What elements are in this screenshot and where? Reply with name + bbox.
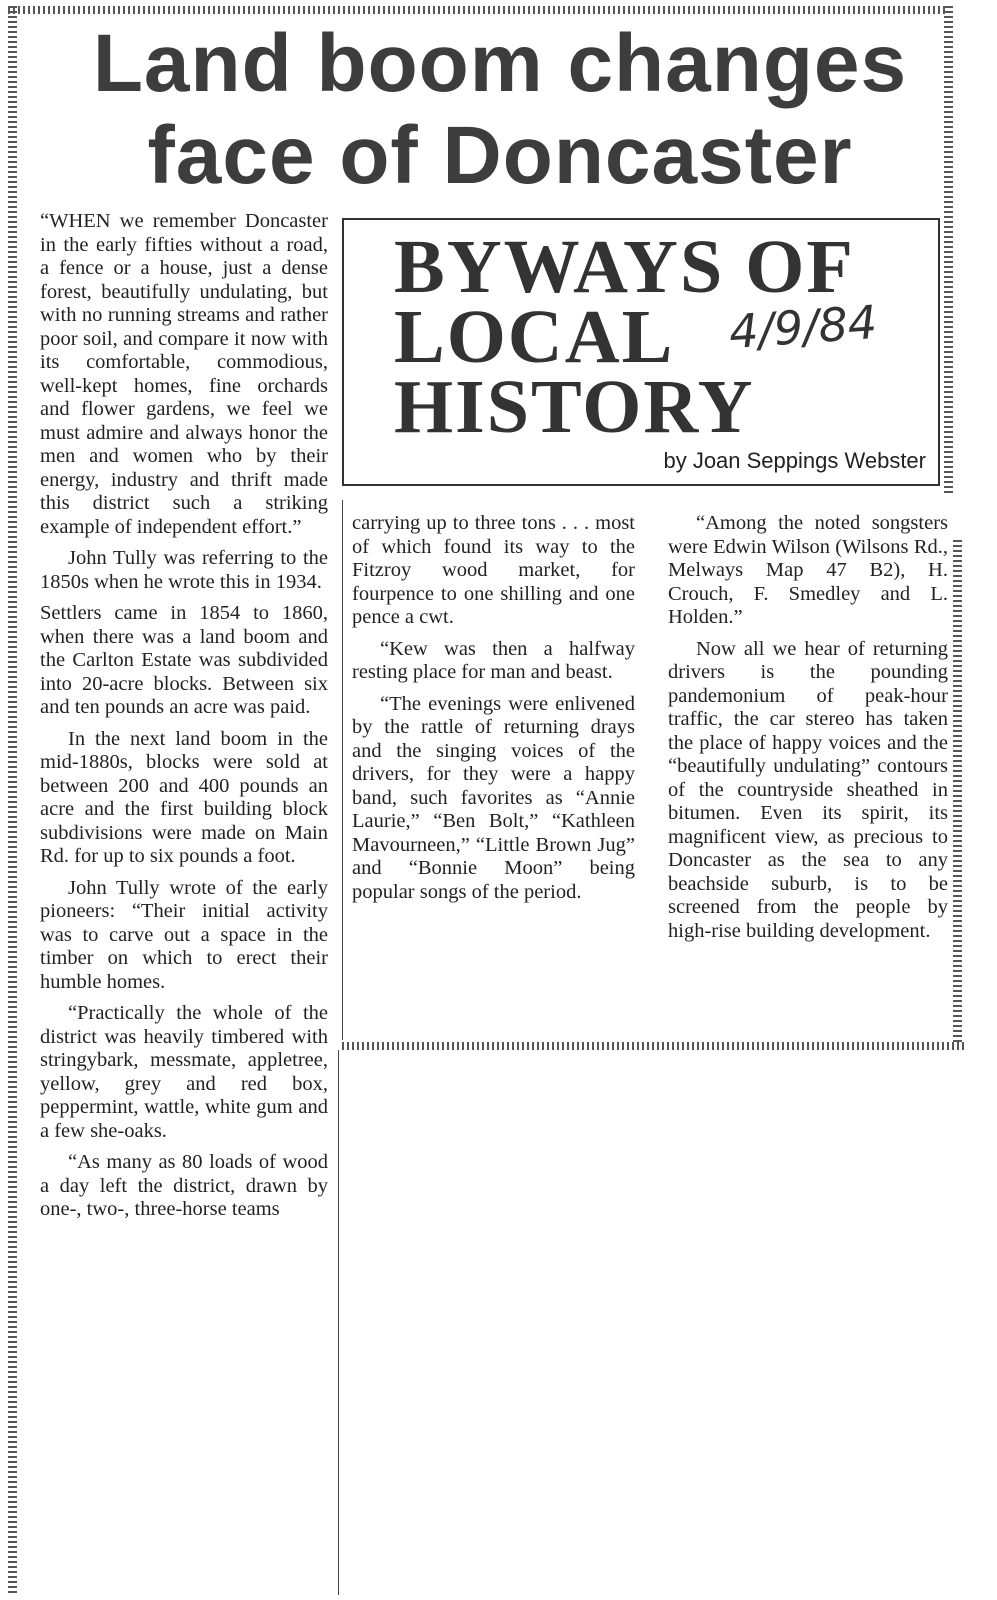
right-border-lower: [953, 540, 962, 1045]
paragraph: “The evenings were enlivened by the rattle of returning drays and the singing voices of the drivers, for they were a happy band, such favorites as “Annie Laurie,” “Ben Bolt,” “Kathleen Mavourneen,” “Little Brown Jug” and “Bonnie Moon” being popular songs of the period.: [352, 692, 635, 903]
paragraph: Settlers came in 1854 to 1860, when there was a land boom and the Carlton Estate was subdivided into 20-acre blocks. Between six and ten pounds an acre was paid.: [40, 602, 328, 718]
handwritten-date: 4/9/84: [727, 294, 879, 360]
column-title-line-3: HISTORY: [394, 365, 755, 449]
paragraph: “Practically the whole of the district was heavily timbered with stringybark, messmate, appletree, yellow, grey and red box, peppermint, wattle, white gum and a few she-oaks.: [40, 1002, 328, 1142]
paragraph: “Among the noted songsters were Edwin Wilson (Wilsons Rd., Melways Map 47 B2), H. Crouch, F. Smedley and L. Holden.”: [668, 512, 948, 628]
clipping-edge: [338, 1050, 339, 1595]
column-divider-1: [342, 500, 343, 1040]
paragraph: In the next land boom in the mid-1880s, blocks were sold at between 200 and 400 pounds an acre and the first building block subdivisions were made on Main Rd. for up to six pounds a foot.: [40, 727, 328, 867]
byline: by Joan Seppings Webster: [663, 448, 926, 473]
paragraph: John Tully wrote of the early pioneers: “Their initial activity was to carve out a space in the timber on which to erect their humble homes.: [40, 876, 328, 993]
bottom-border-right: [342, 1042, 967, 1050]
article-column-2: [352, 512, 635, 912]
headline-line-2: face of Doncaster: [147, 110, 853, 201]
paragraph: “As many as 80 loads of wood a day left the district, drawn by one-, two-, three-horse teams: [40, 1151, 328, 1220]
column-title-line-2: LOCAL: [394, 295, 675, 379]
column-banner: [342, 218, 940, 486]
paragraph: “WHEN we remember Doncaster in the early fifties without a road, a fence or a house, just a dense forest, beautifully undulating, but with no running streams and rather poor soil, and compare it now with its comfortable, commodious, well-kept homes, fine orchards and flower gardens, we feel we must admire and always honor the men and women who by their energy, industry and thrift made this district such a striking example of independent effort.”: [40, 210, 328, 538]
paragraph: carrying up to three tons . . . most of which found its way to the Fitzroy wood market, for fourpence to one shilling and one pence a cwt.: [352, 512, 635, 628]
top-border: [8, 6, 948, 14]
article-column-3: [668, 512, 948, 951]
column-title-line-1: BYWAYS OF: [394, 225, 855, 309]
article-column-1: [40, 210, 328, 1230]
headline: [40, 18, 960, 202]
left-border: [8, 6, 17, 1596]
paragraph: “Kew was then a halfway resting place for man and beast.: [352, 637, 635, 683]
headline-line-1: Land boom changes: [92, 18, 908, 109]
paragraph: John Tully was referring to the 1850s when he wrote this in 1934.: [40, 547, 328, 593]
paragraph: Now all we hear of returning drivers is the pounding pandemonium of peak-hour traffic, the car stereo has taken the place of happy voices and the “beautifully undulating” contours of the countryside sheathed in bitumen. Even its spirit, its magnificent view, as precious to Doncaster as the sea to any beachside suburb, is to be screened from the people by high-rise building development.: [668, 637, 948, 942]
